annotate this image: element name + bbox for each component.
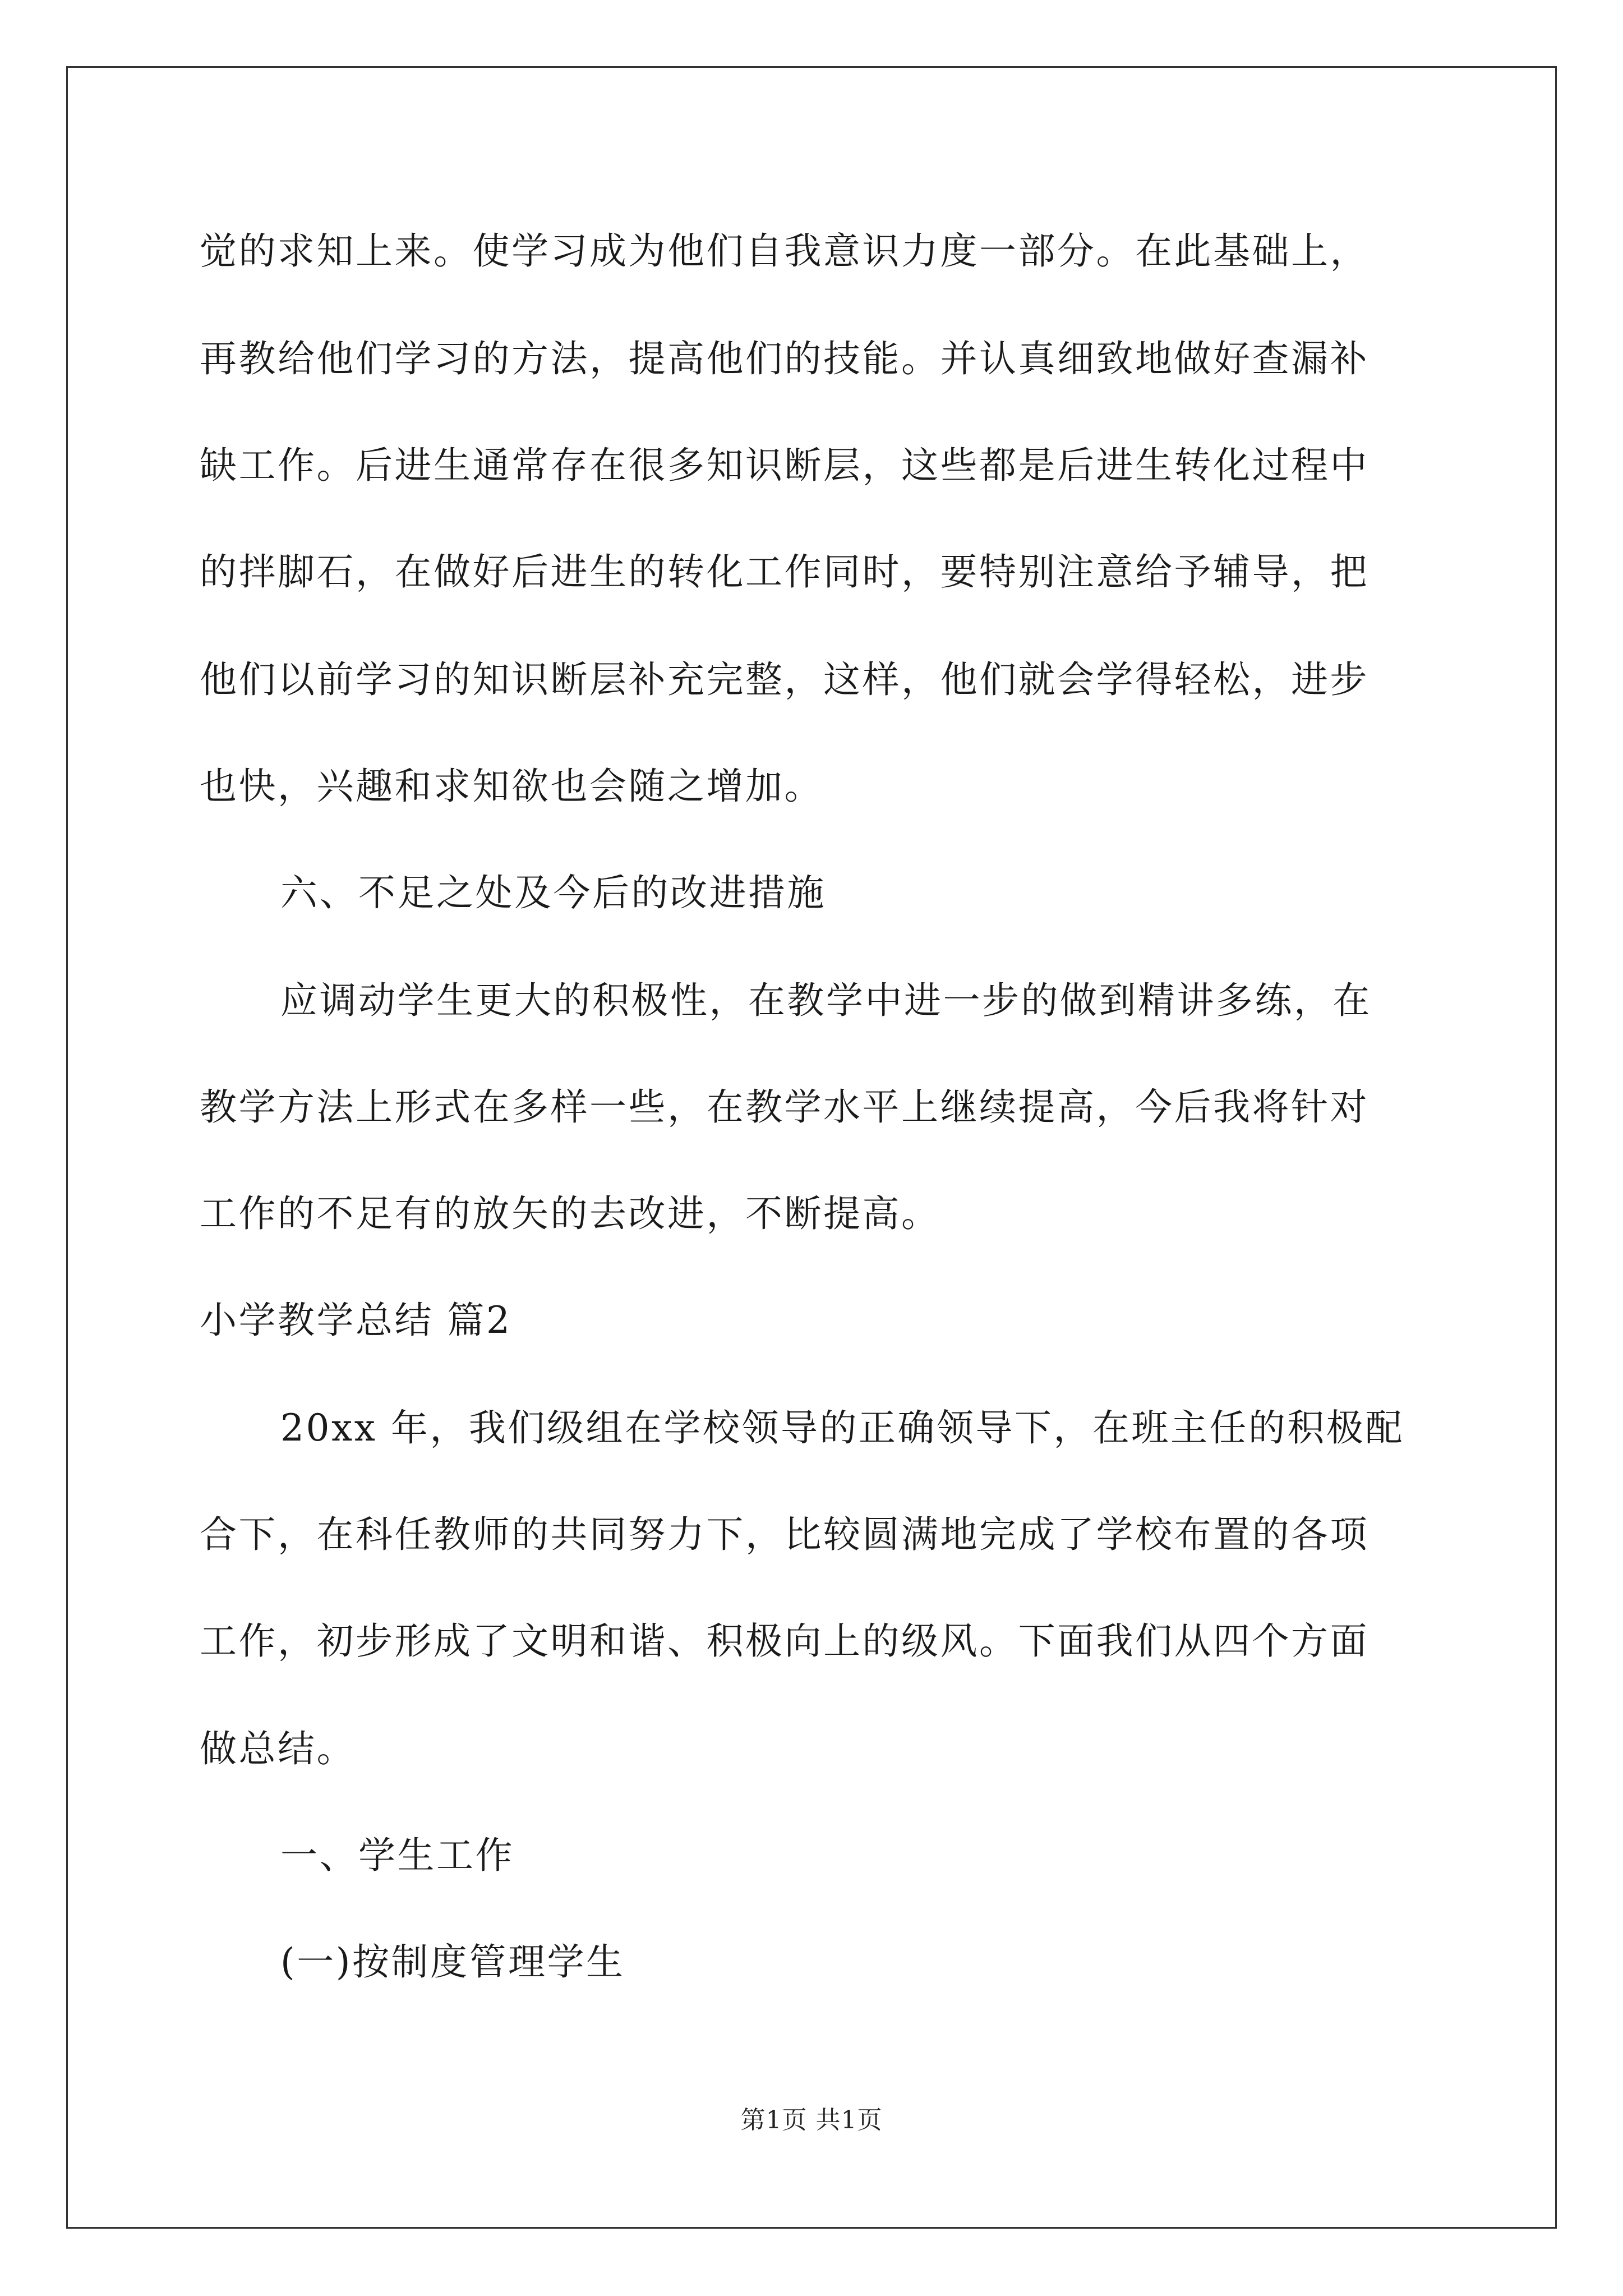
page-frame — [66, 66, 1557, 2229]
page-number-footer: 第1页 共1页 — [740, 2106, 883, 2134]
body-line-6: 也快，兴趣和求知欲也会随之增加。 — [200, 765, 823, 808]
section-heading-6: 六、不足之处及今后的改进措施 — [280, 871, 826, 914]
body-line-8: 应调动学生更大的积极性，在教学中进一步的做到精讲多练，在 — [280, 979, 1372, 1022]
body-line-15: 做总结。 — [200, 1727, 356, 1770]
section-heading-1: 一、学生工作 — [280, 1834, 514, 1877]
body-line-5: 他们以前学习的知识断层补充完整，这样，他们就会学得轻松，进步 — [200, 658, 1369, 701]
body-line-2: 再教给他们学习的方法，提高他们的技能。并认真细致地做好查漏补 — [200, 337, 1369, 380]
body-line-9: 教学方法上形式在多样一些，在教学水平上继续提高，今后我将针对 — [200, 1085, 1369, 1129]
article-title: 小学教学总结 篇2 — [200, 1299, 512, 1342]
subsection-heading-1: (一)按制度管理学生 — [280, 1940, 625, 1984]
body-line-1: 觉的求知上来。使学习成为他们自我意识力度一部分。在此基础上， — [200, 229, 1369, 273]
body-line-12: 20xx 年，我们级组在学校领导的正确领导下，在班主任的积极配 — [280, 1406, 1404, 1450]
body-line-4: 的拌脚石，在做好后进生的转化工作同时，要特别注意给予辅导，把 — [200, 550, 1369, 593]
body-line-10: 工作的不足有的放矢的去改进，不断提高。 — [200, 1192, 940, 1235]
body-line-14: 工作，初步形成了文明和谐、积极向上的级风。下面我们从四个方面 — [200, 1619, 1369, 1663]
body-line-3: 缺工作。后进生通常存在很多知识断层，这些都是后进生转化过程中 — [200, 444, 1369, 487]
body-line-13: 合下，在科任教师的共同努力下，比较圆满地完成了学校布置的各项 — [200, 1513, 1369, 1556]
